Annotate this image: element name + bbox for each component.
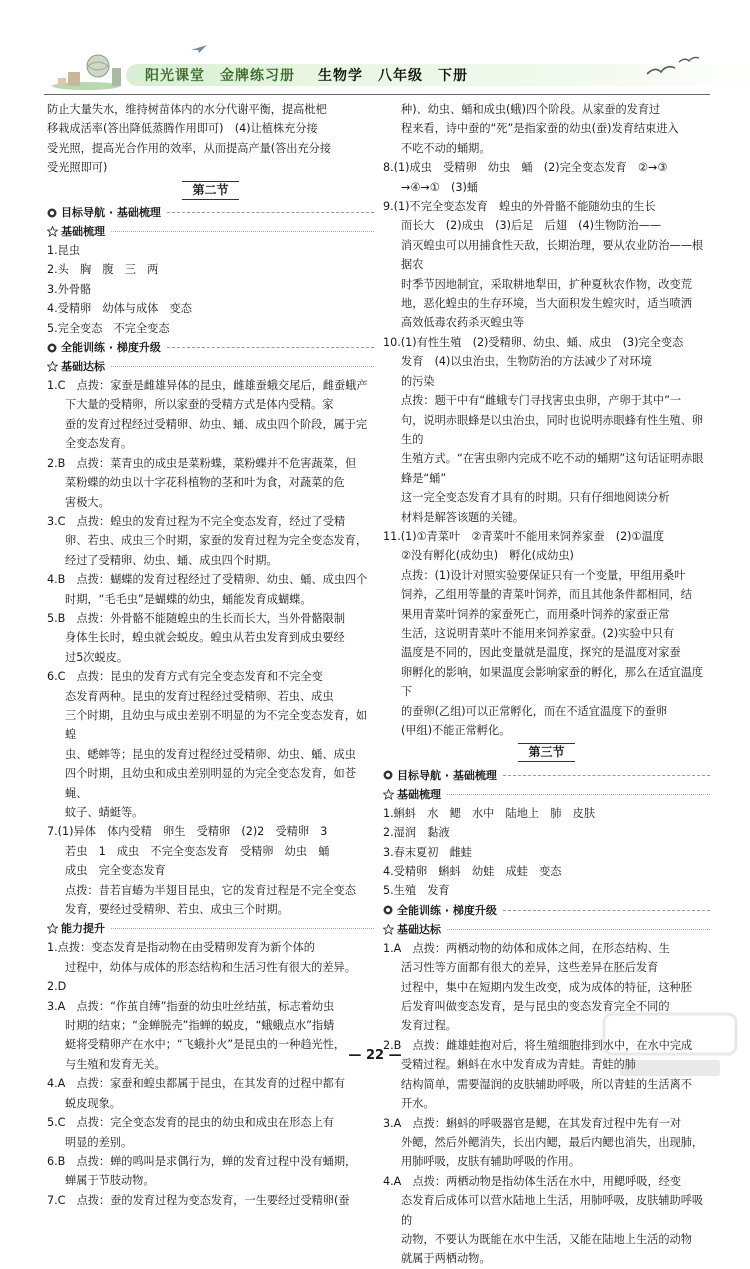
text-line: 4.A 点拨：家蚕和蝗虫都属于昆虫，在其发育的过程中都有	[47, 1077, 346, 1091]
text-line: 点拨：昔若盲蝽为半翅目昆虫，它的发育过程是不完全变态	[65, 883, 356, 897]
text-line: 11.(1)①青菜叶 ②青菜叶不能用来饲养家蚕 (2)①温度	[383, 529, 664, 543]
text-line: 材料是解答该题的关键。	[401, 510, 525, 524]
text-line: 9.(1)不完全变态发育 蝗虫的外骨骼不能随幼虫的生长	[383, 200, 656, 214]
text-line: 3.A 点拨：“作茧自缚”指蚕的幼虫吐丝结茧，标志着幼虫	[47, 999, 335, 1013]
text-line: 4.B 点拨：蝴蝶的发育过程经过了受精卵、幼虫、蛹、成虫四个	[47, 573, 368, 587]
text-line: 的污染	[401, 374, 435, 388]
text-line: 若虫 1 成虫 不完全变态发育 受精卵 幼虫 蛹	[65, 844, 330, 858]
text-line: 受光照，提高光合作用的效率，从而提高产量(答出充分接	[47, 141, 332, 155]
text-line: 态发育两种。昆虫的发育过程经过受精卵、若虫、成虫	[65, 689, 334, 703]
text-line: 句，说明赤眼蜂是以虫治虫，同时也说明赤眼蜂有性生殖、卵生的	[401, 413, 704, 446]
text-line: 1.C 点拨：家蚕是雌雄异体的昆虫，雌雄蚕蛾交尾后，雌蚕蛾产	[47, 379, 368, 393]
basic-heading: 基础梳理	[383, 785, 710, 804]
text-line: 发育 (4)以虫治虫，生物防治的方法减少了对环境	[401, 355, 652, 369]
answer-item	[383, 333, 710, 391]
answer-list	[383, 939, 710, 1269]
text-line: 动物，不要认为既能在水中生活，又能在陆地上生活的动物	[401, 1232, 692, 1246]
text-line: 3.A 点拨：蝌蚪的呼吸器官是鳃，在其发育过程中先有一对	[383, 1116, 682, 1130]
text-line: 蚕的发育过程经过受精卵、幼虫、蛹、成虫四个阶段，属于完	[65, 417, 368, 431]
train-heading: 全能训练 · 梯度升级	[47, 338, 374, 357]
answer-item	[383, 197, 710, 333]
text-line: 防止大量失水，维持树苗体内的水分代谢平衡，提高枇杷	[47, 103, 327, 116]
section-title: 第二节	[47, 181, 374, 200]
text-line: 的蚕卵(乙组)可以正常孵化，而在不适宜温度下的蚕卵	[401, 704, 668, 718]
answer-item	[47, 1113, 374, 1152]
answer-list	[47, 376, 374, 822]
text-line: 三个时期，且幼虫与成虫差别不明显的为不完全变态发育，如蝗	[65, 708, 368, 742]
text-line: 蝉属于节肢动物。	[65, 1174, 155, 1188]
text-line: 活习性等方面都有很大的差异，这些差异在胚后发育	[401, 961, 659, 975]
text-line: 蚊子、蜻蜓等。	[65, 806, 144, 819]
answer-item	[383, 158, 710, 197]
text-line: 菜粉蝶的幼虫以十字花科植物的茎和叶为食，对蔬菜的危	[65, 476, 345, 490]
text-line: 外鳃，然后外鳃消失，长出内鳃，最后内鳃也消失，出现肺，	[401, 1135, 704, 1149]
target-icon	[383, 770, 393, 780]
list-item: 2.头 胸 腹 三 两	[47, 263, 159, 277]
star-icon	[47, 923, 58, 934]
text-line: 3.C 点拨：蝗虫的发育过程为不完全变态发育，经过了受精	[47, 514, 346, 528]
text-line: 7.(1)异体 体内受精 卵生 受精卵 (2)2 受精卵 3	[47, 825, 328, 839]
answer-item	[47, 454, 374, 512]
answer-list	[383, 158, 710, 391]
text-line: 蜕皮现象。	[65, 1096, 121, 1110]
answer-item	[47, 1074, 374, 1113]
text-line: 时期，“毛毛虫”是蝴蝶的幼虫，蛹能发育成蝴蝶。	[65, 592, 312, 606]
text-line: 5.B 点拨：外骨骼不能随蝗虫的生长而长大，当外骨骼限制	[47, 611, 346, 625]
target-icon	[47, 343, 57, 353]
text-line: 四个时期，且幼虫和成虫差别明显的为完全变态发育，如苍蝇、	[65, 767, 356, 800]
list-item: 5.生殖 发育	[383, 884, 450, 898]
star-icon	[47, 361, 58, 372]
text-line: (甲组)不能正常孵化。	[401, 724, 511, 737]
text-line: 就属于两栖动物。	[401, 1252, 491, 1266]
text-line: 经过了受精卵、幼虫、蛹、成虫四个时期。	[65, 553, 278, 567]
train-heading: 全能训练 · 梯度升级	[383, 901, 710, 920]
text-line: 种)、幼虫、蛹和成虫(蛾)四个阶段。从家蚕的发育过	[401, 103, 661, 116]
answer-item	[47, 512, 374, 570]
text-line: 受精过程。蝌蚪在水中发育成为青蛙。青蛙的肺	[401, 1058, 636, 1072]
text-line: 8.(1)成虫 受精卵 幼虫 蛹 (2)完全变态发育 ②→③	[383, 161, 668, 175]
birds-icon	[645, 52, 705, 82]
left-column	[47, 100, 374, 1210]
star-icon	[383, 789, 394, 800]
text-line: 发育，要经过受精卵、若虫、成虫三个时期。	[65, 903, 289, 917]
list-item: 1.蝌蚪 水 鳃 水中 陆地上 肺 皮肤	[383, 806, 596, 820]
star-icon	[47, 226, 58, 237]
answer-item	[47, 609, 374, 667]
brand-title: 阳光课堂 金牌练习册	[145, 68, 295, 84]
text-line: 身体生长时，蝗虫就会蜕皮。蝗虫从若虫发育到成虫要经	[65, 631, 345, 645]
list-item: 2.湿润 黏液	[383, 826, 450, 840]
text-line: 过程中，幼体与成体的形态结构和生活习性有很大的差异。	[65, 960, 356, 974]
answer-item	[383, 527, 710, 566]
text-line: 1.A 点拨：两栖动物的幼体和成体之间，在形态结构、生	[383, 941, 670, 955]
star-icon	[383, 924, 394, 935]
text-line: 下大量的受精卵，所以家蚕的受精方式是体内受精。家	[65, 398, 334, 412]
text-line: 蜓将受精卵产在水中；“飞蛾扑火”是昆虫的一种趋光性，	[65, 1038, 346, 1052]
text-line: 发育过程。	[401, 1019, 457, 1033]
section-title: 第三节	[383, 743, 710, 762]
text-line: →④→① (3)蛹	[401, 180, 479, 194]
answer-item	[47, 822, 374, 919]
reach-heading: 基础达标	[383, 920, 710, 939]
text-line: 不吃不动的蛹期。	[401, 141, 491, 155]
text-line: 用肺呼吸，皮肤有辅助呼吸的作用。	[401, 1155, 581, 1169]
text-line: 而长大 (2)成虫 (3)后足 后翅 (4)生物防治——	[401, 219, 662, 233]
answer-item	[383, 1114, 710, 1172]
answer-list	[47, 938, 374, 1210]
text-line: 卵、若虫、成虫三个时期，家蚕的发育过程为完全变态发育，	[65, 534, 368, 548]
header-divider	[44, 94, 710, 95]
text-line: 程来看，诗中蚕的“死”是指家蚕的幼虫(蚕)发育结束进入	[401, 122, 679, 136]
list-item: 3.外骨骼	[47, 282, 92, 296]
text-line: 过程中，集中在短期内发生改变，成为成体的特征，这种胚	[401, 980, 692, 994]
text-line: 全变态发育。	[65, 437, 133, 451]
text-line: 消灭蝗虫可以用捕食性天敌，长期治理，要从农业防治——根据农	[401, 238, 704, 272]
text-line: 2.B 点拨：菜青虫的成虫是菜粉蝶，菜粉蝶并不危害蔬菜，但	[47, 456, 357, 470]
text-line: 4.A 点拨：两栖动物是指幼体生活在水中，用鳃呼吸，经变	[383, 1174, 682, 1188]
text-line: 6.B 点拨：蝉的鸣叫是求偶行为，蝉的发育过程中没有蛹期，	[47, 1154, 357, 1168]
text-line: 6.C 点拨：昆虫的发育方式有完全变态发育和不完全变	[47, 670, 323, 684]
target-icon	[47, 208, 57, 218]
nav-heading: 目标导航 · 基础梳理	[47, 203, 374, 222]
text-line: 害极大。	[65, 495, 110, 509]
text-line: 生殖方式。“在害虫卵内完成不吃不动的蛹期”这句话证明赤眼蜂是“蛹”	[401, 452, 704, 485]
answer-item	[383, 1172, 710, 1269]
text-line: 高效低毒农药杀灭蝗虫等	[401, 316, 525, 330]
text-line: 态发育后成体可以营水陆地上生活，用肺呼吸，皮肤辅助呼吸的	[401, 1194, 704, 1227]
answer-item	[47, 376, 374, 454]
page-header	[40, 38, 710, 98]
list-item: 3.春末夏初 雌蛙	[383, 845, 472, 859]
text-line: 2.D	[47, 980, 67, 994]
text-line: 与生殖和发育无关。	[65, 1057, 166, 1071]
text-line: 点拨：题干中有“雌蛾专门寻找害虫虫卵，产卵于其中”一	[401, 394, 682, 408]
text-line: 受光照即可)	[47, 161, 108, 175]
text-line: ②没有孵化(成幼虫) 孵化(成幼虫)	[401, 549, 574, 563]
text-line: 卵孵化的影响，如果温度会影响家蚕的孵化，那么在适宜温度下	[401, 665, 704, 699]
answer-note	[383, 566, 710, 741]
text-line: 移栽成活率(答出降低蒸腾作用即可) (4)让植株充分接	[47, 122, 318, 136]
text-line: 过5次蜕皮。	[65, 650, 129, 664]
text-line: 1.点拨：变态发育是指动物在由受精卵发育为新个体的	[47, 941, 315, 955]
text-line: 生活，这说明青菜叶不能用来饲养家蚕。(2)实验中只有	[401, 626, 675, 640]
answer-item	[47, 1191, 374, 1210]
text-line: 虫、蟋蟀等；昆虫的发育过程经过受精卵、幼虫、蛹、成虫	[65, 747, 356, 761]
text-line: 点拨：(1)设计对照实验要保证只有一个变量，甲组用桑叶	[401, 568, 686, 582]
reach-heading: 基础达标	[47, 357, 374, 376]
text-line: 果用青菜叶饲养的家蚕死亡，而用桑叶饲养的家蚕正常	[401, 607, 670, 621]
text-line: 这一完全变态发育才具有的时期。只有仔细地阅读分析	[401, 491, 670, 505]
subject-title: 生物学 八年级 下册	[318, 68, 468, 84]
answer-item	[47, 938, 374, 977]
text-line: 5.C 点拨：完全变态发育的昆虫的幼虫和成虫在形态上有	[47, 1116, 334, 1130]
text-line: 结构简单，需要湿润的皮肤辅助呼吸，所以青蛙的生活离不	[401, 1077, 692, 1091]
text-line: 10.(1)有性生殖 (2)受精卵、幼虫、蛹、成虫 (3)完全变态	[383, 335, 684, 349]
text-line: 饲养，乙组用等量的青菜叶饲养，而且其他条件都相同，结	[401, 588, 692, 602]
text-line: 时期的结束；“金蝉脱壳”指蝉的蜕皮，“蛾蛾点水”指蜻	[65, 1019, 335, 1033]
nav-heading: 目标导航 · 基础梳理	[383, 766, 710, 785]
list-item: 1.昆虫	[47, 244, 81, 258]
right-column	[383, 100, 710, 1269]
text-line: 成虫 完全变态发育	[65, 864, 166, 878]
answer-note	[383, 391, 710, 527]
answer-item	[47, 667, 374, 822]
list-item: 5.完全变态 不完全变态	[47, 321, 170, 335]
ability-heading: 能力提升	[47, 919, 374, 938]
answer-item	[383, 100, 710, 158]
list-item: 4.受精卵 蝌蚪 幼蛙 成蛙 变态	[383, 865, 562, 879]
basic-heading: 基础梳理	[47, 222, 374, 241]
list-item: 4.受精卵 幼体与成体 变态	[47, 302, 192, 316]
text-line: 开水。	[401, 1097, 435, 1111]
answer-item	[47, 570, 374, 609]
target-icon	[383, 905, 393, 915]
page-number: — 22 —	[348, 1048, 402, 1063]
text-line: 7.C 点拨：蚕的发育过程为变态发育，一生要经过受精卵(蚕	[47, 1193, 350, 1207]
answer-item	[47, 977, 374, 996]
answer-item	[47, 1152, 374, 1191]
watermark-logo-icon	[600, 1010, 740, 1082]
text-line: 后发育叫做变态发育，是与昆虫的变态发育完全不同的	[401, 1000, 670, 1014]
text-line: 时季节因地制宜，采取耕地犁田，扩种夏秋农作物，改变荒	[401, 277, 692, 291]
text-line: 2.B 点拨：雌雄蛙抱对后，将生殖细胞排到水中，在水中完成	[383, 1038, 693, 1052]
paper-plane-icon	[190, 44, 208, 54]
text-line: 温度是不同的，因此变量就是温度，探究的是温度对家蚕	[401, 646, 681, 660]
text-line: 明显的差别。	[65, 1135, 133, 1149]
text-line: 地，恶化蝗虫的生存环境，当大面积发生蝗灾时，适当喷洒	[401, 297, 692, 311]
